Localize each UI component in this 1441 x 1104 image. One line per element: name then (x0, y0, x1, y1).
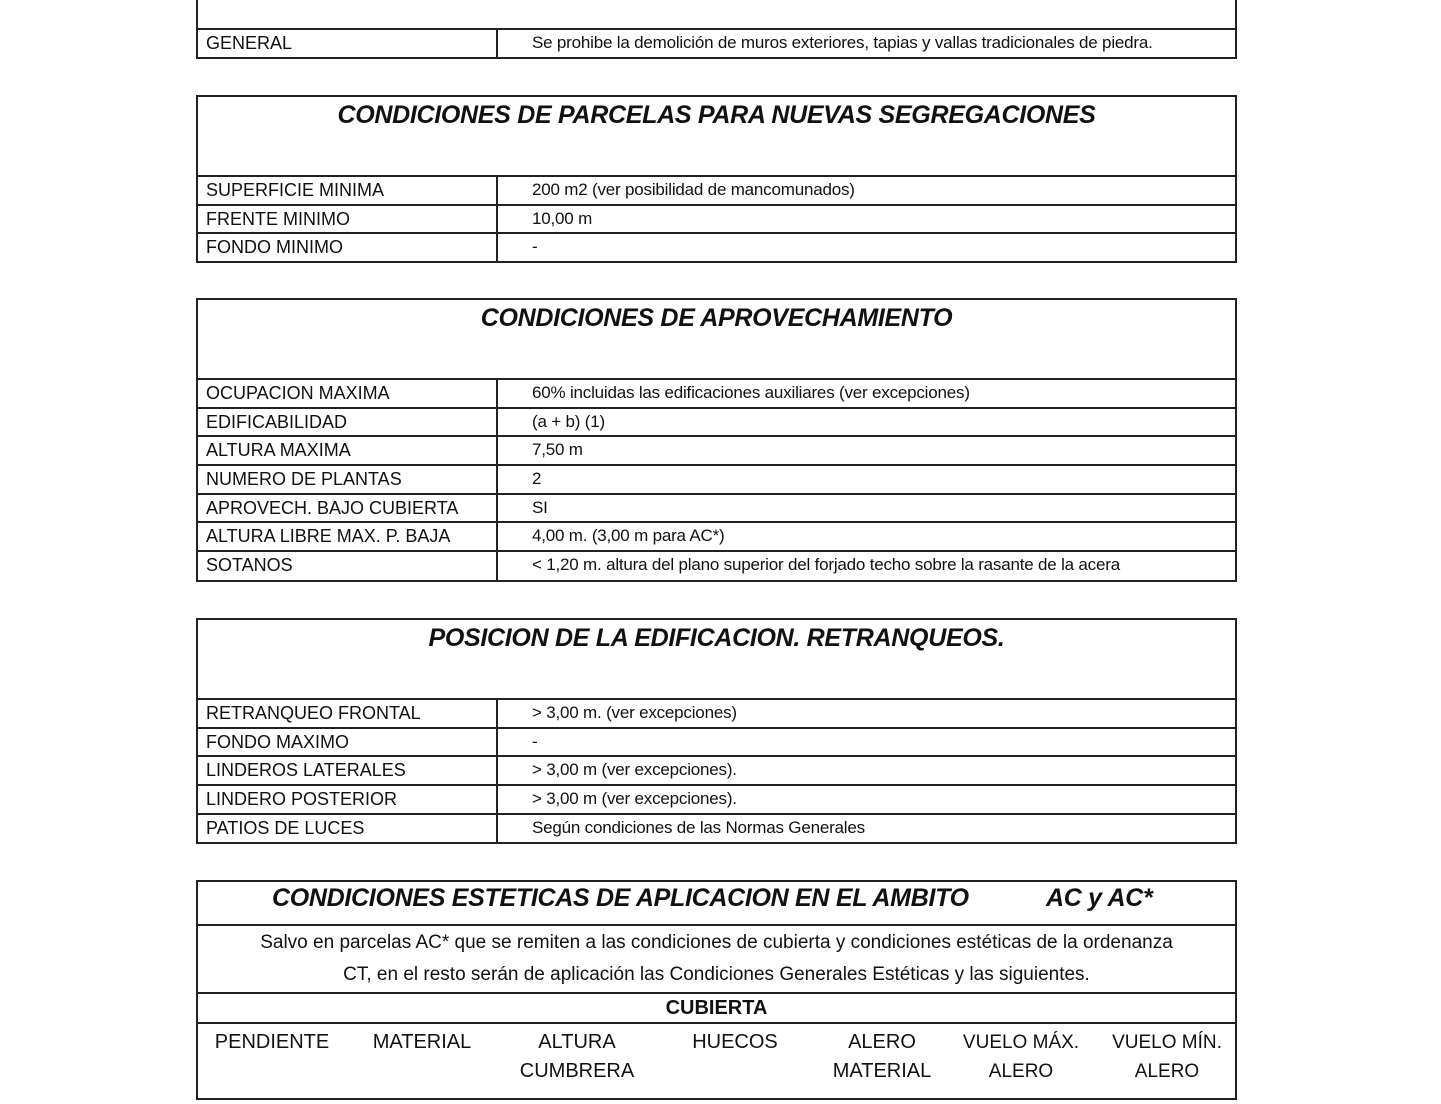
table-row (198, 206, 1235, 235)
row-value: 60% incluidas las edificaciones auxiliares (ver excepciones) (532, 383, 970, 402)
esteticas-table (196, 880, 1237, 1100)
row-label: ALTURA LIBRE MAX. P. BAJA (198, 523, 498, 550)
table-row (198, 786, 1235, 815)
column-header (816, 1028, 948, 1086)
table-row (198, 700, 1235, 729)
row-label: FONDO MINIMO (198, 234, 498, 263)
column-header-line: ALERO (1134, 1061, 1200, 1082)
column-header-line: PENDIENTE (214, 1031, 330, 1053)
table-row (198, 552, 1235, 581)
row-value: < 1,20 m. altura del plano superior del forjado techo sobre la rasante de la acera (532, 555, 1120, 575)
row-value: 4,00 m. (3,00 m para AC*) (532, 526, 725, 546)
row-label: GENERAL (198, 30, 498, 59)
row-label: RETRANQUEO FRONTAL (198, 700, 498, 727)
row-label: LINDERO POSTERIOR (198, 786, 498, 813)
row-value: SI (532, 497, 548, 517)
table-row (198, 466, 1235, 495)
column-header-line: ALTURA (538, 1031, 616, 1053)
row-value: - (532, 237, 538, 257)
row-value: - (532, 731, 538, 751)
column-header (954, 1028, 1088, 1086)
column-header-line: CUMBRERA (519, 1060, 635, 1082)
row-value: 7,50 m (532, 440, 583, 460)
row-label: EDIFICABILIDAD (198, 409, 498, 436)
table-row (198, 234, 1235, 263)
row-value: Según condiciones de las Normas Generales (532, 817, 865, 837)
table-row (198, 815, 1235, 844)
row-value: 2 (532, 469, 542, 489)
row-label: OCUPACION MAXIMA (198, 380, 498, 407)
row-label: SUPERFICIE MINIMA (198, 177, 498, 204)
row-value: > 3,00 m (ver excepciones). (532, 789, 737, 809)
section-title: POSICION DE LA EDIFICACION. RETRANQUEOS. (428, 624, 1005, 652)
table-header-spacer (198, 0, 1235, 30)
description-line: Salvo en parcelas AC* que se remiten a las condiciones de cubierta y condiciones estéticas de la ordenanza (260, 932, 1173, 953)
aprovechamiento-table (196, 298, 1237, 582)
cubierta-columns (198, 1024, 1235, 1104)
description-line: CT, en el resto serán de aplicación las Condiciones Generales Estéticas y las siguientes. (343, 964, 1090, 985)
row-label: ALTURA MAXIMA (198, 437, 498, 464)
section-title-suffix: AC y AC* (1046, 884, 1153, 912)
column-header (504, 1028, 650, 1086)
table-row (198, 437, 1235, 466)
column-header-line: MATERIAL (372, 1031, 472, 1053)
row-label: FRENTE MINIMO (198, 206, 498, 233)
column-header-line: HUECOS (692, 1031, 778, 1053)
table-row (198, 177, 1235, 206)
cubierta-heading: CUBIERTA (198, 994, 1235, 1024)
posicion-table (196, 618, 1237, 844)
row-value: > 3,00 m. (ver excepciones) (532, 703, 737, 722)
column-header (668, 1028, 802, 1057)
row-value: 10,00 m (532, 208, 593, 228)
general-table (196, 0, 1237, 59)
table-row (198, 409, 1235, 438)
column-header-line: MATERIAL (832, 1060, 932, 1082)
row-label: SOTANOS (198, 552, 498, 581)
section-title: CONDICIONES ESTETICAS DE APLICACION EN EL AMBITO (272, 884, 969, 912)
table-row (198, 380, 1235, 409)
esteticas-title-block (198, 882, 1235, 926)
posicion-title-block (198, 620, 1235, 700)
table-row (198, 30, 1235, 59)
aprovechamiento-title-block (198, 300, 1235, 380)
row-value: > 3,00 m (ver excepciones). (532, 760, 737, 780)
column-header (202, 1028, 342, 1057)
row-label: PATIOS DE LUCES (198, 815, 498, 844)
row-label: LINDEROS LATERALES (198, 757, 498, 784)
parcelas-table (196, 95, 1237, 263)
row-label: FONDO MAXIMO (198, 729, 498, 756)
section-title: CONDICIONES DE PARCELAS PARA NUEVAS SEGREGACIONES (337, 101, 1096, 129)
column-header (354, 1028, 490, 1057)
row-value: (a + b) (1) (532, 411, 605, 431)
table-row (198, 495, 1235, 524)
column-header-line: ALERO (848, 1031, 916, 1053)
table-row (198, 757, 1235, 786)
row-label: NUMERO DE PLANTAS (198, 466, 498, 493)
row-label: APROVECH. BAJO CUBIERTA (198, 495, 498, 522)
column-header-line: VUELO MÍN. (1112, 1032, 1222, 1053)
section-title: CONDICIONES DE APROVECHAMIENTO (480, 304, 953, 332)
row-value: 200 m2 (ver posibilidad de mancomunados) (532, 180, 855, 199)
parcelas-title-block (198, 97, 1235, 177)
table-row (198, 729, 1235, 758)
column-header (1102, 1028, 1232, 1086)
row-value: Se prohibe la demolición de muros exteriores, tapias y vallas tradicionales de piedra. (532, 33, 1153, 52)
column-header-line: VUELO MÁX. (962, 1032, 1080, 1053)
table-row (198, 523, 1235, 552)
column-header-line: ALERO (988, 1061, 1054, 1082)
esteticas-description (198, 926, 1235, 994)
